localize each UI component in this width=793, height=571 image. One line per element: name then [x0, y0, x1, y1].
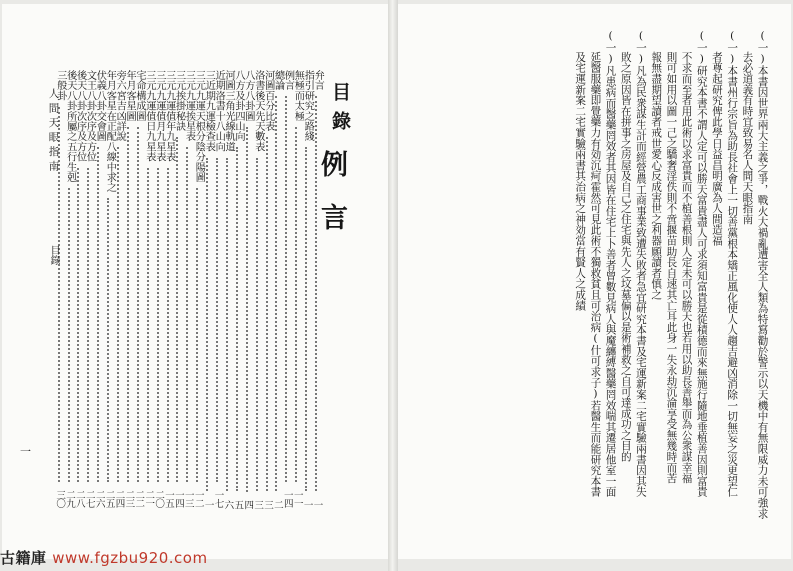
toc-entry-title[interactable]: 總論: [272, 70, 284, 91]
toc-entry-title[interactable]: 洛書後天先天數表: [252, 70, 264, 152]
toc-entry-page: 六: [222, 499, 234, 508]
toc-entry-title[interactable]: 年月客星在正配八線中求之: [104, 70, 116, 193]
book-gutter: [388, 0, 398, 571]
toc-entry-title[interactable]: 河圖三角光線軌道: [223, 70, 235, 152]
toc-entry-page: 一四: [172, 490, 184, 507]
toc-entry-title[interactable]: 三元九運挨星表: [183, 70, 195, 142]
toc-entry-page: 五: [232, 499, 244, 508]
toc-entry-title[interactable]: 旁六宮吉凶詳說: [114, 70, 126, 142]
preface-line: 報無盡期望讀者戒世愛心反成害世之利器願讀者慎之: [650, 30, 663, 300]
toc-entry-title[interactable]: 伏義八卦交會圖: [94, 70, 106, 142]
toc-entry-title[interactable]: 無極而太極: [292, 70, 304, 121]
toc-leader-dots: [176, 137, 181, 482]
preface-line: (一)本書因世界兩大主義之爭，戰火大禍亂遭害全人類為特寫勸於警示以天機中有無限威力未可強求: [756, 30, 769, 519]
toc-entry-title[interactable]: 三元九運值年九星表: [163, 70, 175, 162]
toc-entry-page: 二一: [143, 490, 155, 507]
toc-leader-dots: [206, 158, 211, 492]
toc-entry-page: 三: [262, 499, 273, 508]
toc-leader-dots: [196, 188, 201, 482]
preface-line: 及宅運新案二宅實驗兩書其治病之神効當有賢人之成績: [574, 30, 587, 311]
toc-leader-dots: [137, 127, 142, 482]
toc-entry-page: 一七: [212, 490, 224, 507]
toc-entry-title[interactable]: 近期洛書十八山向: [213, 70, 225, 152]
toc-leader-dots: [157, 168, 162, 482]
toc-leader-dots: [117, 147, 122, 482]
toc-entry-title[interactable]: 八方八卦圖: [242, 70, 254, 121]
toc-leader-dots: [87, 168, 92, 482]
toc-entry-page: 三: [252, 499, 264, 508]
toc-entry-title[interactable]: 文王八卦次序及方位: [84, 70, 96, 162]
toc-entry-title[interactable]: 三般卦: [54, 70, 66, 101]
toc-title: 目錄: [329, 82, 351, 140]
toc-leader-dots: [305, 147, 310, 491]
preface-line: 敗之原因皆在拼事之房屋及自己之住宅與先人之坟墓偏以是術補救之自可達成功之目的: [619, 30, 632, 462]
preface-line: 去必道義有時宜致易名人間天眼指南: [741, 30, 754, 225]
toc-leader-dots: [236, 147, 241, 491]
toc-entry-page: 二六: [93, 490, 105, 507]
preface-title: 例言: [316, 150, 347, 256]
toc-entry-page: 二四: [113, 490, 125, 507]
toc-entry-page: 一一: [291, 490, 303, 507]
preface-line: (一)研究本書不謂人定可以勝天富貴盡人可求須知富貴是從積德而來無施行隨地垂植善因則富貴: [695, 30, 708, 498]
toc-leader-dots: [266, 137, 271, 491]
preface-line: 不求而至者用此術以求富貴而不植善根則人定未可以勝天也若用以助長善舉而為公衆謀幸福: [680, 30, 693, 484]
toc-entry-title[interactable]: 河圖百分比表: [262, 70, 274, 132]
toc-entry-title[interactable]: 後天八卦次序及方位: [74, 70, 86, 162]
preface-line: 則可如用以圖一己之驕奢淫佚則不啻揠苗助長自速其亡耳此身一失永劫沉淪享受無幾時而苦: [665, 30, 678, 484]
toc-leader-dots: [246, 127, 251, 492]
preface-line: 者尊起研究俾此學日益昌明廣為人間造福: [710, 30, 723, 246]
toc-entry-page: 四: [242, 499, 254, 508]
toc-entry-title[interactable]: 三元九運值日九星表: [143, 70, 155, 162]
toc-entry-page: 二八: [73, 490, 85, 507]
toc-leader-dots: [295, 127, 300, 482]
toc-entry-page: 二: [271, 499, 283, 508]
toc-entry-title[interactable]: 八方及卦四山向: [233, 70, 244, 142]
toc-leader-dots: [275, 96, 280, 491]
toc-entry-title[interactable]: 指引研究之路綫: [302, 70, 314, 142]
toc-entry-page: 二九: [64, 490, 75, 507]
toc-leader-dots: [186, 147, 191, 482]
toc-entry-page: 二三: [123, 490, 135, 507]
watermark-site-name: 古籍庫: [0, 549, 47, 567]
toc-entry-title[interactable]: 三元九運值月九星表: [153, 70, 165, 162]
toc-leader-dots: [285, 96, 290, 482]
toc-entry-page: 一: [202, 499, 214, 508]
preface-line: (一)凡患病而醫藥罔效者其因皆在住宅上卜善者曾數見病人與魔纏縛醫藥罔效喘其遷居他室一面: [604, 30, 617, 498]
toc-leader-dots: [68, 188, 73, 482]
toc-leader-dots: [77, 168, 82, 482]
toc-entry-page: 一: [301, 499, 313, 508]
toc-entry-title[interactable]: 三元九運天根分陰分陽圖: [193, 70, 205, 183]
toc-entry-title[interactable]: 年月客星圖: [124, 70, 136, 121]
toc-leader-dots: [127, 127, 132, 482]
toc-entry-title[interactable]: 三元挨掛秘訣: [173, 70, 185, 132]
toc-entry-page: 二〇: [153, 490, 165, 507]
preface-line: 延醫服藥即覺藥力有効沉疴霍然可見此術不獨救貧且可治病(什可求子)若醫生而能研究本書: [589, 30, 602, 498]
site-watermark[interactable]: [0, 547, 208, 568]
toc-entry-title[interactable]: 三近期九運檢查表: [203, 70, 215, 152]
toc-leader-dots: [216, 158, 221, 482]
watermark-url[interactable]: www.fgzbu920.com: [52, 549, 208, 567]
toc-entry-page: 三〇: [54, 490, 66, 507]
toc-leader-dots: [315, 96, 320, 491]
toc-entry-page: 一: [311, 499, 323, 508]
toc-entry-page: 一三: [182, 490, 194, 507]
toc-leader-dots: [167, 168, 172, 482]
toc-entry-title[interactable]: 例言: [282, 70, 294, 91]
toc-entry-page: 二五: [103, 490, 115, 507]
preface-line: (一)本書州行宗旨為助長社會上一切善黨根本矯正風化使人人趨吉避凶消除一切無妄之災更望仁: [726, 30, 739, 498]
toc-entry-page: 一二: [192, 490, 204, 507]
toc-entry-title[interactable]: 宅命構成圖: [134, 70, 145, 121]
toc-entry-title[interactable]: 弁言: [312, 70, 324, 91]
toc-leader-dots: [226, 158, 231, 492]
toc-leader-dots: [256, 158, 261, 492]
page-folio: 一: [20, 445, 31, 458]
toc-entry-page: 一五: [163, 490, 174, 507]
running-head-section: 目錄: [48, 245, 59, 265]
toc-leader-dots: [107, 198, 112, 482]
running-head-title: 人間天眼指南: [47, 88, 60, 175]
toc-entry-page: 二七: [83, 490, 95, 507]
toc-entry-page: 一四: [281, 490, 293, 507]
toc-entry-title[interactable]: 後天八卦所屬之五行生剋: [64, 70, 76, 183]
toc-leader-dots: [97, 147, 102, 482]
toc-entry-page: 二二: [133, 490, 145, 507]
preface-line: (一)凡為民衆謀生計而經營農工商事業致遭失敗者急宜研究本書及宅運新案二宅實驗兩書因其失: [634, 30, 647, 498]
toc-leader-dots: [147, 168, 152, 482]
